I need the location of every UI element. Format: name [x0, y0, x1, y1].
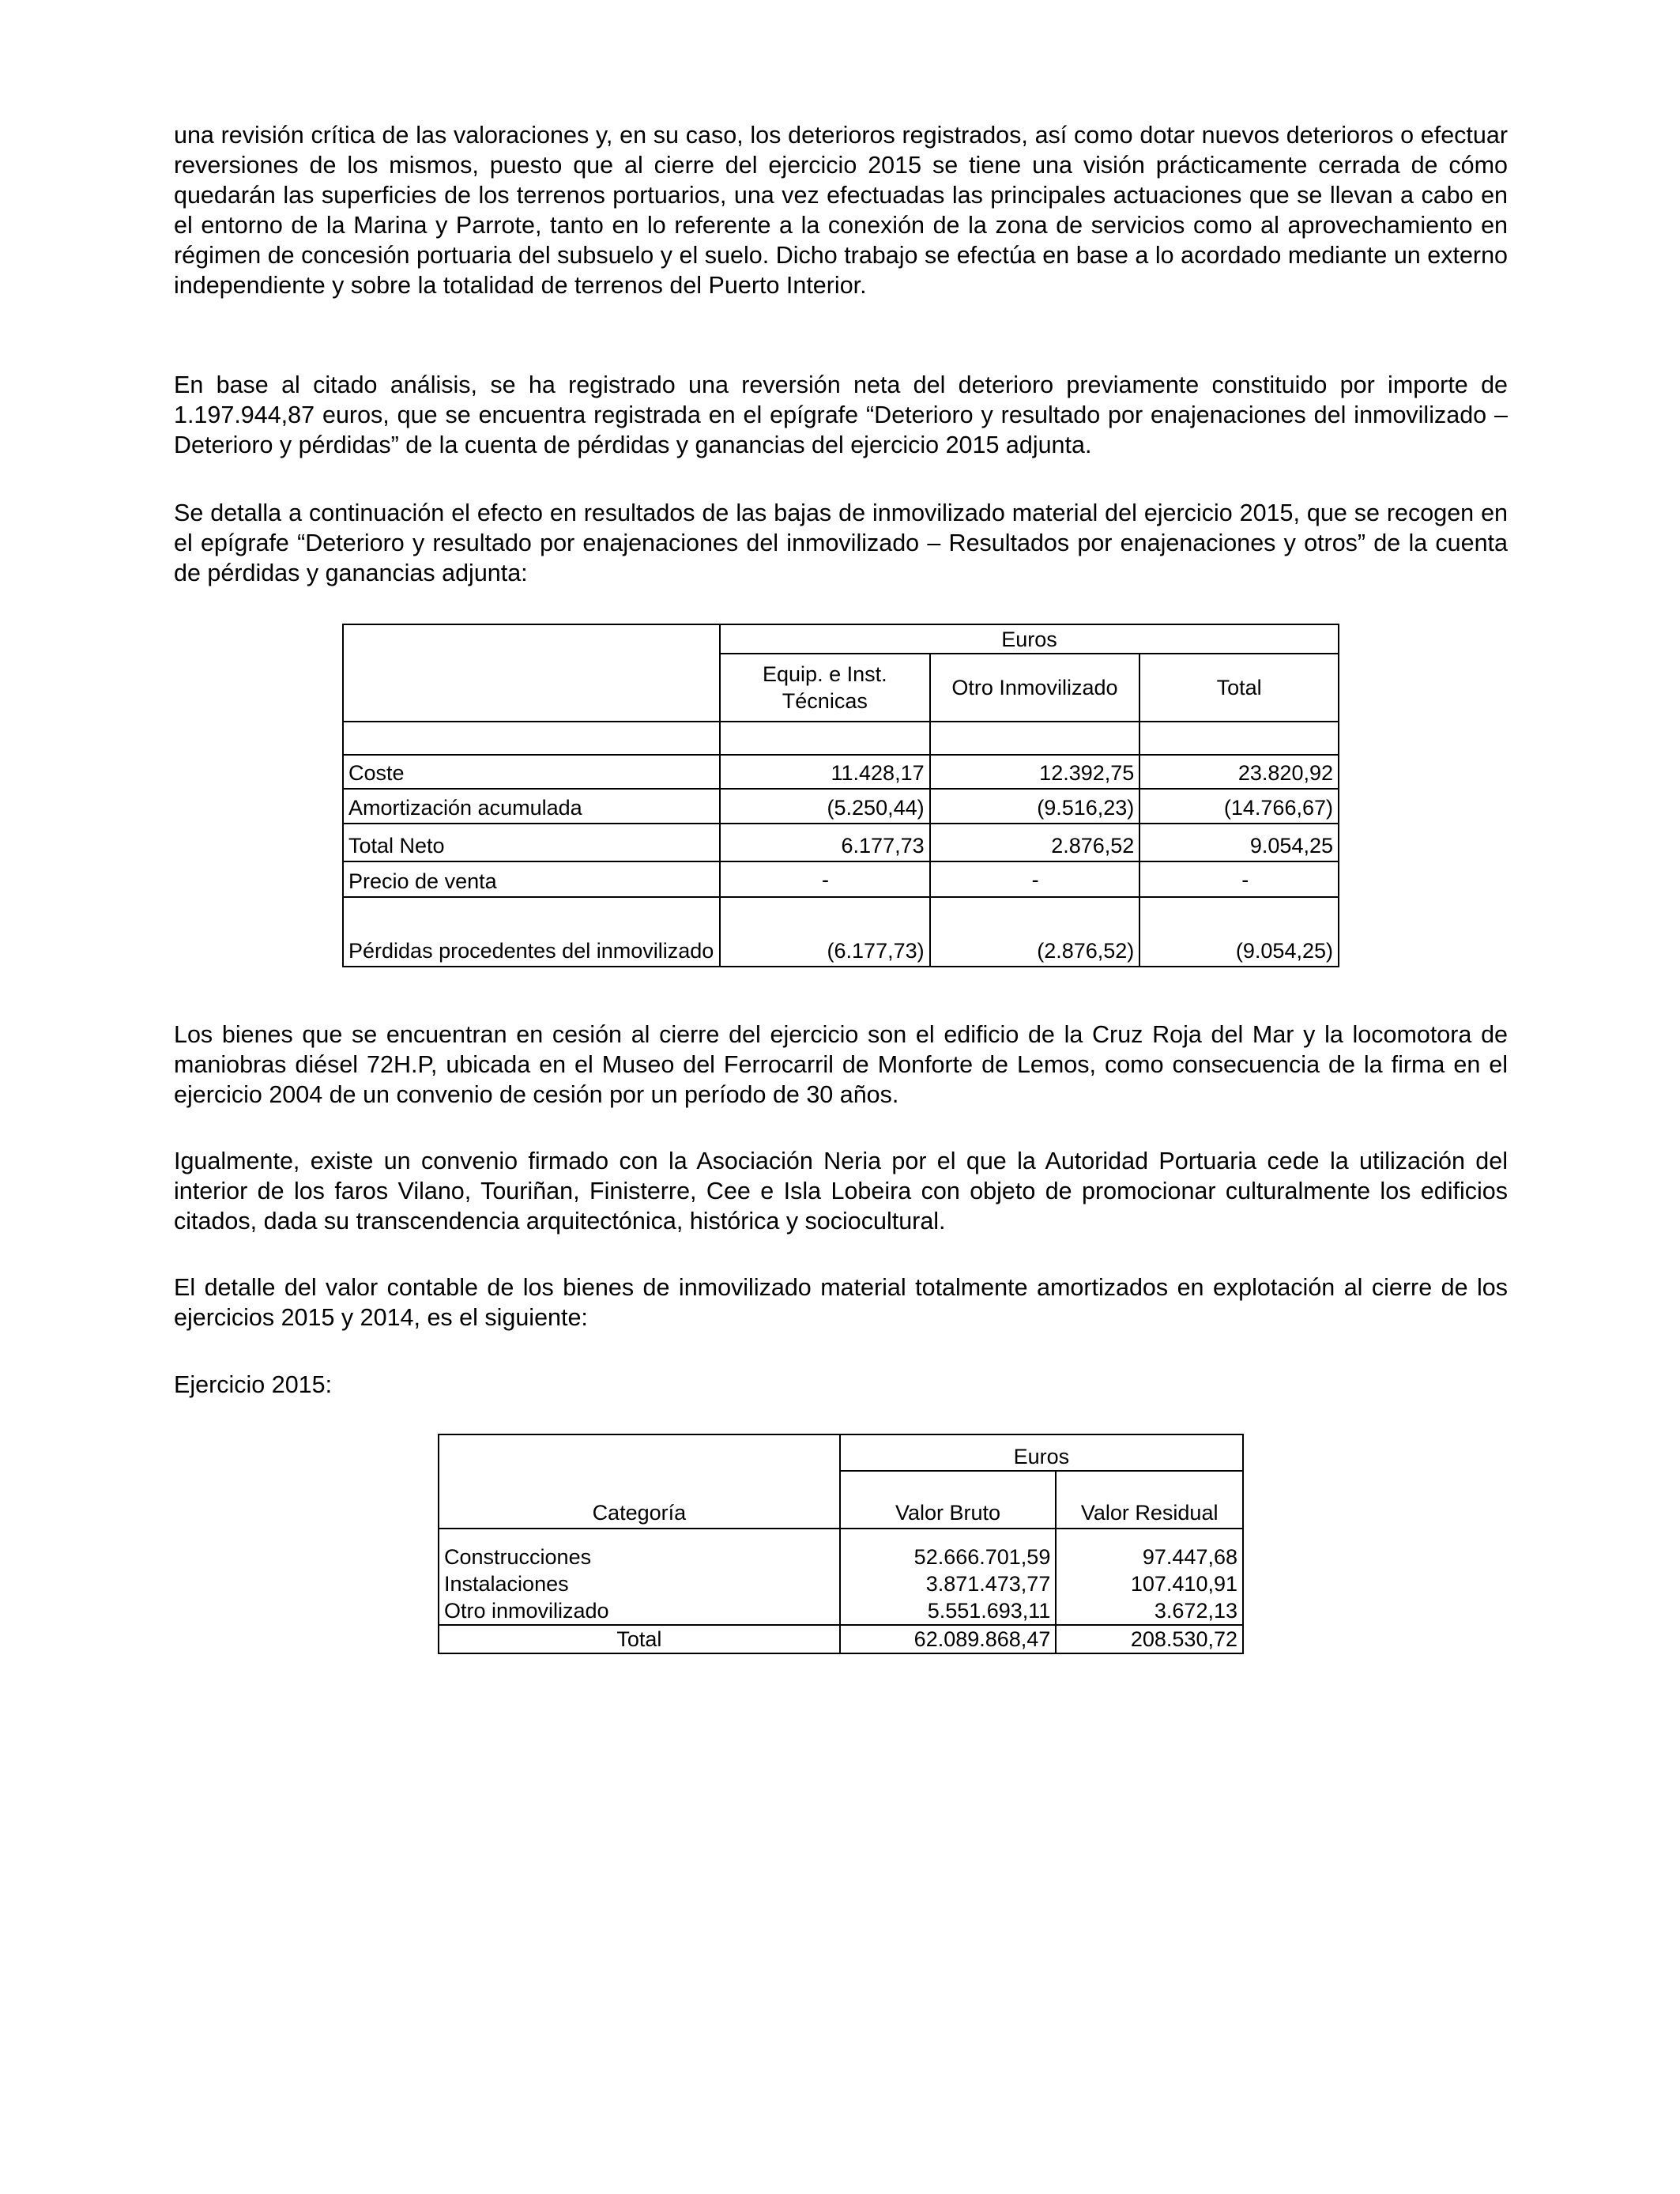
- table-row-spacer: [343, 722, 1339, 755]
- cell-value: 9.054,25: [1139, 824, 1339, 861]
- paragraph-impairment-review: una revisión crítica de las valoraciones y, en su caso, los deterioros registrados, así como dotar nuevos deterioros o efectuar reversiones de los mismos, puesto que al cierre del ejercicio 2015 se tiene una visión prácticamente cerrada de cómo quedarán las superficies de los terrenos portuarios, una vez efectuadas las principales actuaciones que se llevan a cabo en el entorno de la Marina y Parrote, tanto en lo referente a la conexión de la zona de servicios como al aprovechamiento en régimen de concesión portuaria del subsuelo y el suelo. Dicho trabajo se efectúa en base a lo acordado mediante un externo independiente y sobre la totalidad de terrenos del Puerto Interior.: [174, 122, 1508, 299]
- cell-value: (2.876,52): [930, 897, 1140, 967]
- cell-value: -: [720, 861, 930, 897]
- column-header-valor-residual: Valor Residual: [1056, 1471, 1243, 1529]
- paragraph-fully-amortized-intro: El detalle del valor contable de los bienes de inmovilizado material totalmente amortizados en explotación al cierre de los ejercicios 2015 y 2014, es el siguiente:: [174, 1274, 1508, 1331]
- cell-value: 107.410,91: [1056, 1570, 1243, 1597]
- row-label: Coste: [343, 755, 720, 789]
- cell-value: 5.551.693,11: [840, 1597, 1057, 1625]
- section-heading-ejercicio-2015: Ejercicio 2015:: [174, 1371, 333, 1398]
- cell-value: (9.516,23): [930, 789, 1140, 824]
- cell-value-total: 208.530,72: [1056, 1625, 1243, 1653]
- cell-value: 97.447,68: [1056, 1544, 1243, 1570]
- column-header-equip: Equip. e Inst. Técnicas: [720, 654, 930, 722]
- paragraph-impairment-reversal: En base al citado análisis, se ha registrado una reversión neta del deterioro previamente constituido por importe de 1.197.944,87 euros, que se encuentra registrada en el epígrafe “Deterioro y resultado por enajenaciones del inmovilizado – Deterioro y pérdidas” de la cuenta de pérdidas y ganancias del ejercicio 2015 adjunta.: [174, 371, 1508, 458]
- table-header-empty: [343, 624, 720, 722]
- cell-value: 3.871.473,77: [840, 1570, 1057, 1597]
- cell-value: 23.820,92: [1139, 755, 1339, 789]
- row-label: Precio de venta: [343, 861, 720, 897]
- column-header-categoria: Categoría: [439, 1434, 840, 1529]
- paragraph-assets-in-cession: Los bienes que se encuentran en cesión al cierre del ejercicio son el edificio de la Cruz Roja del Mar y la locomotora de maniobras diésel 72H.P, ubicada en el Museo del Ferrocarril de Monforte de Lemos, como consecuencia de la firma en el ejercicio 2004 de un convenio de cesión por un período de 30 años.: [174, 1021, 1508, 1108]
- cell-value-total: 62.089.868,47: [840, 1625, 1057, 1653]
- cell-value: 3.672,13: [1056, 1597, 1243, 1625]
- cell-value: 52.666.701,59: [840, 1544, 1057, 1570]
- table-row: [343, 897, 1339, 967]
- row-label: Total Neto: [343, 824, 720, 861]
- table-row: [343, 789, 1339, 824]
- cell-value: -: [1139, 861, 1339, 897]
- row-label: Construcciones: [439, 1544, 840, 1570]
- table-row-spacer: [439, 1529, 1243, 1544]
- column-header-otro: Otro Inmovilizado: [930, 654, 1140, 722]
- cell-value: -: [930, 861, 1140, 897]
- cell-value: 6.177,73: [720, 824, 930, 861]
- disposals-table: [342, 624, 1339, 967]
- column-header-valor-bruto: Valor Bruto: [840, 1471, 1057, 1529]
- cell-value: (5.250,44): [720, 789, 930, 824]
- table-row: [343, 755, 1339, 789]
- cell-value: 12.392,75: [930, 755, 1140, 789]
- paragraph-disposals-intro: Se detalla a continuación el efecto en resultados de las bajas de inmovilizado material del ejercicio 2015, que se recogen en el epígrafe “Deterioro y resultado por enajenaciones del inmovilizado – Resultados por enajenaciones y otros” de la cuenta de pérdidas y ganancias adjunta:: [174, 499, 1508, 586]
- table-row: [439, 1597, 1243, 1625]
- table-row: [343, 861, 1339, 897]
- row-label-total: Total: [439, 1625, 840, 1653]
- table-row: [439, 1544, 1243, 1570]
- cell-value: (14.766,67): [1139, 789, 1339, 824]
- row-label: Otro inmovilizado: [439, 1597, 840, 1625]
- row-label: Pérdidas procedentes del inmovilizado: [343, 897, 720, 967]
- cell-value: 11.428,17: [720, 755, 930, 789]
- table-row-total: [439, 1625, 1243, 1653]
- fully-amortized-table: [438, 1434, 1244, 1654]
- cell-value: (6.177,73): [720, 897, 930, 967]
- cell-value: (9.054,25): [1139, 897, 1339, 967]
- cell-value: 2.876,52: [930, 824, 1140, 861]
- column-header-total: Total: [1139, 654, 1339, 722]
- row-label: Amortización acumulada: [343, 789, 720, 824]
- table-group-header: Euros: [840, 1434, 1243, 1471]
- row-label: Instalaciones: [439, 1570, 840, 1597]
- table-group-header: Euros: [720, 624, 1339, 654]
- table-row: [343, 824, 1339, 861]
- table-row: [439, 1570, 1243, 1597]
- paragraph-neria-agreement: Igualmente, existe un convenio firmado con la Asociación Neria por el que la Autoridad Portuaria cede la utilización del interior de los faros Vilano, Touriñan, Finisterre, Cee e Isla Lobeira con objeto de promocionar culturalmente los edificios citados, dada su transcendencia arquitectónica, histórica y sociocultural.: [174, 1148, 1508, 1235]
